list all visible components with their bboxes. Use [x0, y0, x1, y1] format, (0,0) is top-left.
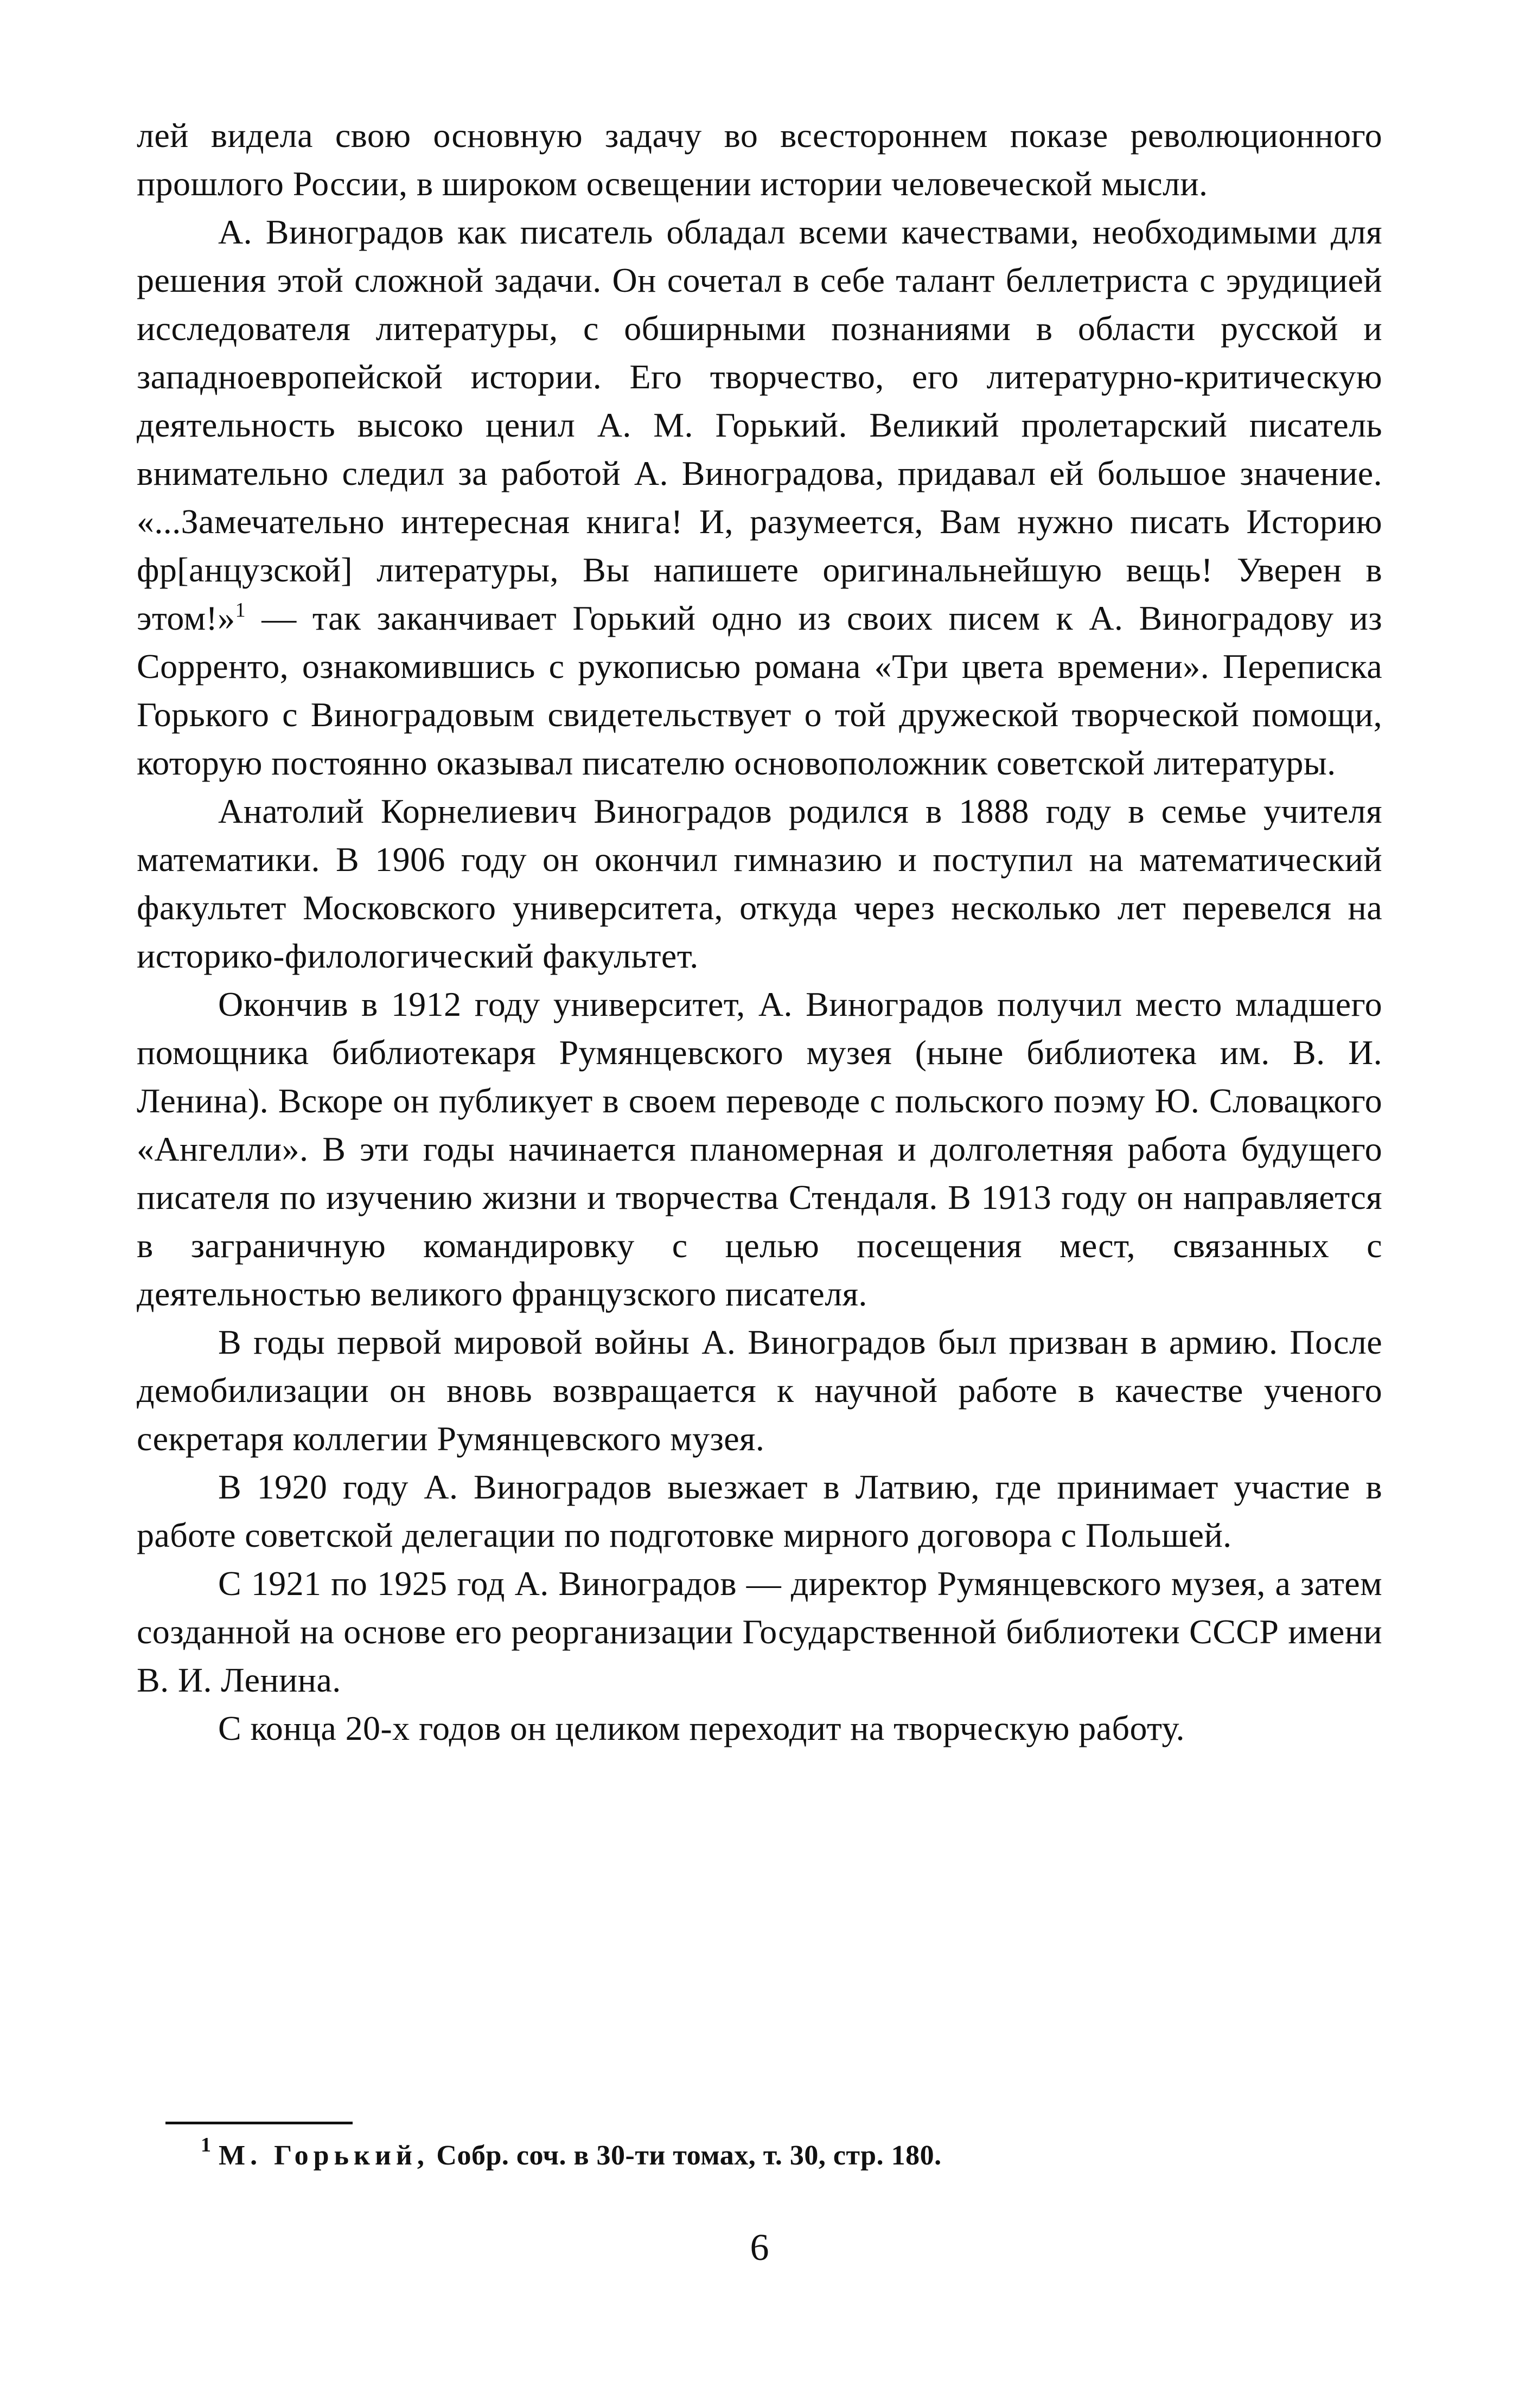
paragraph [137, 208, 1382, 787]
paragraph-text: С конца 20-х годов он целиком переходит на творческую работу. [218, 1709, 1185, 1747]
footnote-separator [165, 2122, 353, 2124]
paragraph-text: лей видела свою основную задачу во всестороннем показе революционного прошлого России, в широком освещении истории человеческой мысли. [137, 116, 1382, 203]
paragraph-text: В 1920 году А. Виноградов выезжает в Латвию, где принимает участие в работе советской делегации по подготовке мирного договора с Польшей. [137, 1468, 1382, 1554]
paragraph [137, 787, 1382, 980]
paragraph-text: Анатолий Корнелиевич Виноградов родился в 1888 году в семье учителя математики. В 1906 году он окончил гимназию и поступил на математический факультет Московского университета, откуда через несколько лет перевелся на историко-филологический факультет. [137, 792, 1382, 975]
page-number: 6 [750, 2227, 769, 2269]
paragraph-text: Окончив в 1912 году университет, А. Виноградов получил место младшего помощника библиотекаря Румянцевского музея (ныне библиотека им. В. И. Ленина). Вскоре он публикует в своем переводе с польского поэму Ю. Словацкого «Ангелли». В эти годы начинается планомерная и долголетняя работа будущего писателя по изучению жизни и творчества Стендаля. В 1913 году он направляется в заграничную командировку с целью посещения мест, связанных с деятельностью великого французского писателя. [137, 985, 1382, 1313]
footnote-marker: 1 [201, 2134, 212, 2156]
paragraph [137, 1704, 1382, 1752]
paragraph [137, 1559, 1382, 1704]
paragraph-text: — так заканчивает Горький одно из своих писем к А. Виноградову из Сорренто, ознакомившись с рукописью романа «Три цвета времени». Переписка Горького с Виноградовым свидетельствует о той дружеской творческой помощи, которую постоянно оказывал писателю основоположник советской литературы. [137, 599, 1382, 782]
footnote-text: Собр. соч. в 30-ти томах, т. 30, стр. 180. [436, 2140, 942, 2171]
paragraph [137, 1318, 1382, 1463]
footnote-reference: 1 [235, 599, 246, 622]
paragraph [137, 111, 1382, 208]
paragraph [137, 1463, 1382, 1559]
page-body [137, 111, 1382, 1752]
paragraph-text: С 1921 по 1925 год А. Виноградов — директор Румянцевского музея, а затем созданной на основе его реорганизации Государственной библиотеки СССР имени В. И. Ленина. [137, 1564, 1382, 1699]
footnote-author: М. Горький, [219, 2140, 429, 2171]
footnote [201, 2134, 942, 2175]
paragraph [137, 980, 1382, 1318]
paragraph-text: А. Виноградов как писатель обладал всеми качествами, необходимыми для решения этой сложной задачи. Он сочетал в себе талант беллетриста с эрудицией исследователя литературы, с обширными познаниями в области русской и западноевропейской истории. Его творчество, его литературно-критическую деятельность высоко ценил А. М. Горький. Великий пролетарский писатель внимательно следил за работой А. Виноградова, придавал ей большое значение. «...Замечательно интересная книга! И, разумеется, Вам нужно писать Историю фр[анцузской] литературы, Вы напишете оригинальнейшую вещь! Уверен в этом!» [137, 213, 1382, 637]
paragraph-text: В годы первой мировой войны А. Виноградов был призван в армию. После демобилизации он вновь возвращается к научной работе в качестве ученого секретаря коллегии Румянцевского музея. [137, 1323, 1382, 1458]
